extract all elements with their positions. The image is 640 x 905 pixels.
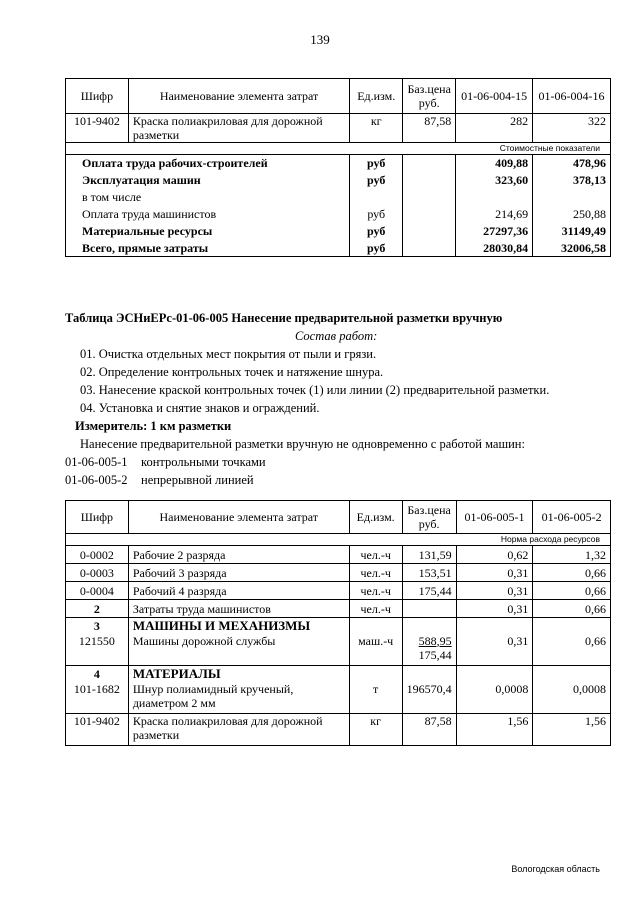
subheader-row	[66, 534, 611, 546]
summary-name: Всего, прямые затраты	[66, 240, 350, 257]
row-value-1: 0,62	[456, 546, 533, 564]
work-composition-header: Состав работ:	[295, 329, 378, 343]
row-unit: чел.-ч	[349, 582, 402, 600]
header-unit: Ед.изм.	[349, 501, 402, 534]
row-price: 87,58	[403, 114, 456, 143]
work-item: 04. Установка и снятие знаков и ограждений.	[80, 401, 320, 415]
row-code: 101-1682	[66, 682, 129, 714]
row-price: 131,59	[402, 546, 456, 564]
price-main: 588,95	[418, 633, 452, 648]
resource-table-005	[65, 500, 611, 746]
summary-unit: руб	[350, 240, 403, 257]
row-price: 87,58	[402, 714, 456, 746]
header-code: Шифр	[66, 79, 129, 114]
footer-region: Вологодская область	[511, 864, 600, 874]
summary-name: в том числе	[66, 189, 350, 206]
section-row	[66, 666, 611, 682]
measure-unit: Измеритель: 1 км разметки	[75, 419, 232, 433]
summary-unit: руб	[350, 155, 403, 172]
row-name: Машины дорожной службы	[128, 634, 349, 666]
row-value-1: 0,31	[456, 634, 533, 666]
cost-table-004	[65, 78, 611, 257]
table-row	[66, 582, 611, 600]
work-item: 03. Нанесение краской контрольных точек (1) или линии (2) предварительной разметки.	[80, 383, 550, 397]
row-code: 0-0002	[66, 546, 129, 564]
row-name: Рабочий 3 разряда	[128, 564, 349, 582]
row-value-2: 0,66	[533, 634, 611, 666]
header-price: Баз.цена руб.	[402, 501, 456, 534]
variant-text: контрольными точками	[141, 455, 266, 469]
work-item: 02. Определение контрольных точек и натяжение шнура.	[80, 365, 384, 379]
table-row	[66, 714, 611, 746]
page-number: 139	[310, 32, 330, 47]
table-header-row	[66, 79, 611, 114]
summary-value-1: 214,69	[456, 206, 533, 223]
header-col-1: 01-06-005-1	[456, 501, 533, 534]
summary-unit: руб	[350, 223, 403, 240]
row-unit: кг	[349, 714, 402, 746]
header-unit: Ед.изм.	[350, 79, 403, 114]
summary-row	[66, 189, 611, 206]
table-header-row	[66, 501, 611, 534]
row-value-1: 0,0008	[456, 682, 533, 714]
row-code: 0-0004	[66, 582, 129, 600]
table-row	[66, 546, 611, 564]
row-price: 175,44	[402, 582, 456, 600]
header-col-1: 01-06-004-15	[456, 79, 533, 114]
row-value-2: 1,32	[533, 546, 611, 564]
row-price: 153,51	[402, 564, 456, 582]
summary-row	[66, 206, 611, 223]
header-price: Баз.цена руб.	[403, 79, 456, 114]
summary-value-2: 478,96	[533, 155, 611, 172]
summary-unit: руб	[350, 206, 403, 223]
summary-name: Эксплуатация машин	[66, 172, 350, 189]
row-value-1: 282	[456, 114, 533, 143]
summary-unit: руб	[350, 172, 403, 189]
summary-value-1: 27297,36	[456, 223, 533, 240]
row-name: Затраты труда машинистов	[128, 600, 349, 618]
row-code: 121550	[66, 634, 129, 666]
row-value-1: 0,31	[456, 564, 533, 582]
table-title: Таблица ЭСНиЕРс-01-06-005 Нанесение предварительной разметки вручную	[65, 311, 503, 325]
row-unit: чел.-ч	[349, 564, 402, 582]
row-name: Рабочие 2 разряда	[128, 546, 349, 564]
subheader-row	[66, 143, 611, 155]
summary-name: Материальные ресурсы	[66, 223, 350, 240]
header-col-2: 01-06-004-16	[533, 79, 611, 114]
header-name: Наименование элемента затрат	[128, 501, 349, 534]
table-row	[66, 682, 611, 714]
header-col-2: 01-06-005-2	[533, 501, 611, 534]
row-code: 101-9402	[66, 714, 129, 746]
work-item: 01. Очистка отдельных мест покрытия от пыли и грязи.	[80, 347, 377, 361]
table-row	[66, 114, 611, 143]
summary-value-1: 409,88	[456, 155, 533, 172]
row-name: Краска полиакриловая для дорожной разметки	[128, 714, 349, 746]
section-name: МАТЕРИАЛЫ	[128, 666, 349, 682]
summary-value-1: 323,60	[456, 172, 533, 189]
summary-name: Оплата труда рабочих-строителей	[66, 155, 350, 172]
row-name: Краска полиакриловая для дорожной разметки	[128, 114, 349, 143]
row-unit: т	[349, 682, 402, 714]
header-code: Шифр	[66, 501, 129, 534]
variant-code: 01-06-005-2	[65, 473, 128, 487]
row-value-2: 0,66	[533, 564, 611, 582]
summary-row	[66, 240, 611, 257]
summary-value-2: 32006,58	[533, 240, 611, 257]
section-code: 3	[66, 618, 129, 634]
row-unit: чел.-ч	[349, 600, 402, 618]
row-unit: маш.-ч	[349, 634, 402, 666]
subheader-label: Норма расхода ресурсов	[66, 534, 611, 546]
table-row	[66, 564, 611, 582]
summary-value-1: 28030,84	[456, 240, 533, 257]
description: Нанесение предварительной разметки вручную не одновременно с работой машин:	[80, 437, 525, 451]
section-row	[66, 618, 611, 634]
row-unit: кг	[350, 114, 403, 143]
row-price	[402, 600, 456, 618]
row-code: 101-9402	[66, 114, 129, 143]
row-value-1: 1,56	[456, 714, 533, 746]
summary-row	[66, 172, 611, 189]
summary-value-2: 250,88	[533, 206, 611, 223]
row-name: Рабочий 4 разряда	[128, 582, 349, 600]
row-value-2: 322	[533, 114, 611, 143]
row-value-2: 0,0008	[533, 682, 611, 714]
subheader-label: Стоимостные показатели	[66, 143, 611, 155]
header-name: Наименование элемента затрат	[128, 79, 349, 114]
row-value-1: 0,31	[456, 600, 533, 618]
variant-code: 01-06-005-1	[65, 455, 128, 469]
row-value-2: 1,56	[533, 714, 611, 746]
row-price: 196570,4	[402, 682, 456, 714]
row-value-1: 0,31	[456, 582, 533, 600]
summary-row	[66, 155, 611, 172]
summary-value-2: 378,13	[533, 172, 611, 189]
summary-name: Оплата труда машинистов	[66, 206, 350, 223]
row-code: 2	[66, 600, 129, 618]
row-name: Шнур полиамидный крученый, диаметром 2 мм	[128, 682, 349, 714]
section-code: 4	[66, 666, 129, 682]
section-name: МАШИНЫ И МЕХАНИЗМЫ	[128, 618, 349, 634]
table-row	[66, 600, 611, 618]
summary-value-2: 31149,49	[533, 223, 611, 240]
row-code: 0-0003	[66, 564, 129, 582]
variant-text: непрерывной линией	[141, 473, 254, 487]
summary-row	[66, 223, 611, 240]
row-value-2: 0,66	[533, 600, 611, 618]
row-value-2: 0,66	[533, 582, 611, 600]
table-row	[66, 634, 611, 666]
row-unit: чел.-ч	[349, 546, 402, 564]
price-secondary: 175,44	[418, 647, 452, 662]
